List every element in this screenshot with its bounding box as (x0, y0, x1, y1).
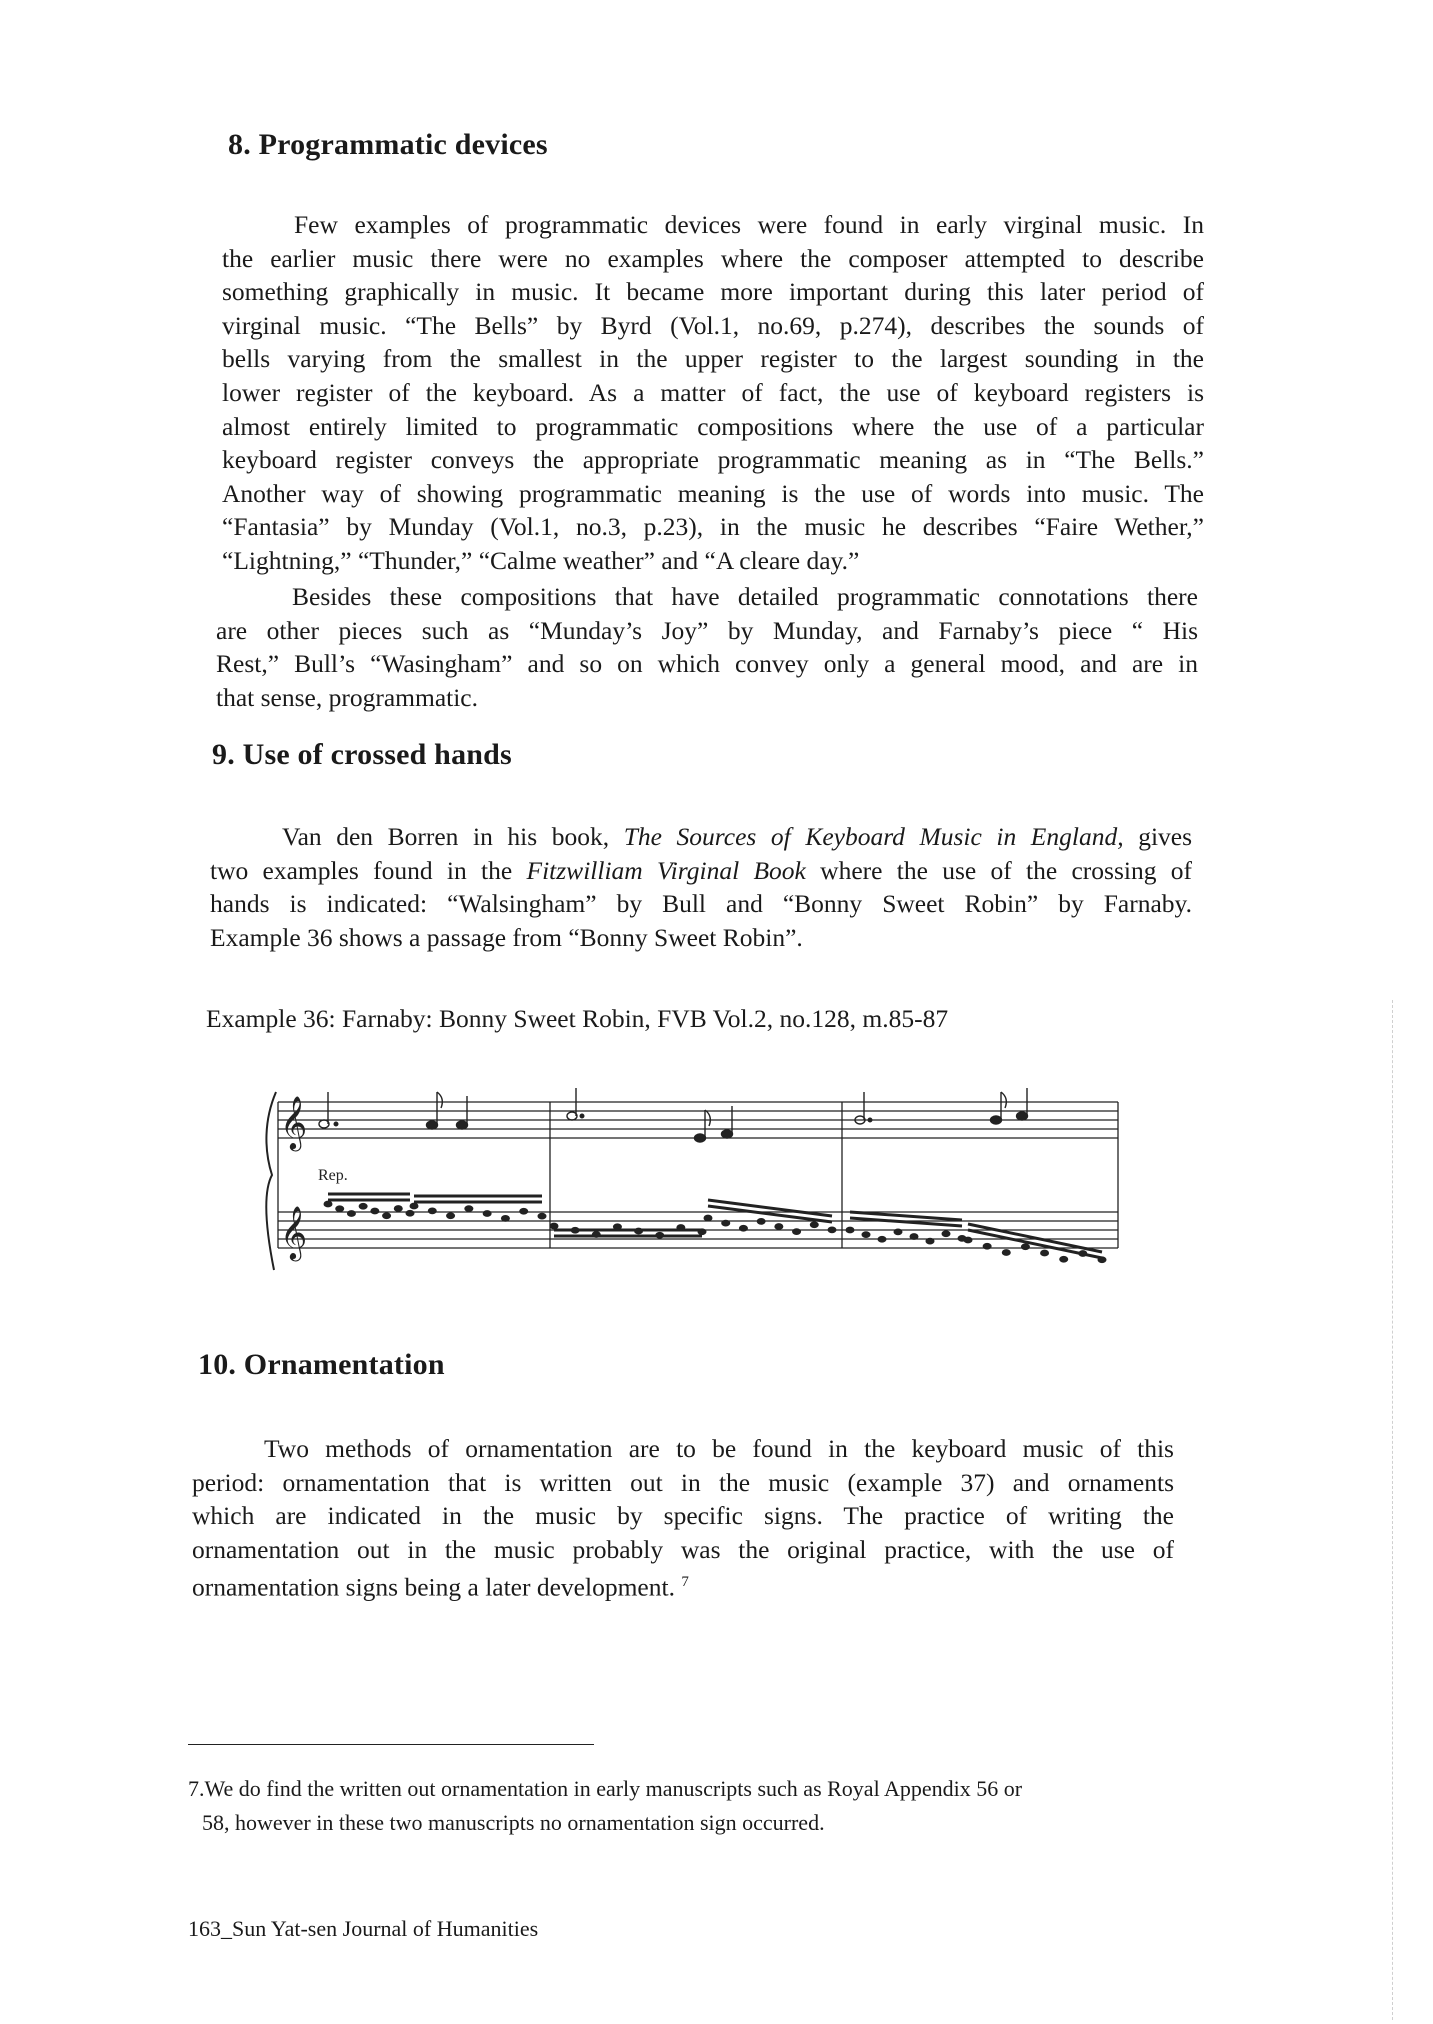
text-segment: two examples found in the (210, 855, 513, 885)
text-line: Example 36 shows a passage from “Bonny Sweet Robin”. (210, 922, 803, 952)
note-head (464, 1205, 473, 1212)
text-line: ornamentation out in the music probably was the original practice, with the use of (192, 1534, 1174, 1564)
example-caption: Example 36: Farnaby: Bonny Sweet Robin, FVB Vol.2, no.128, m.85-87 (206, 1004, 949, 1033)
text-segment: gives (1138, 822, 1193, 851)
text-segment: where the use of the crossing of (820, 855, 1192, 885)
note-head (370, 1208, 379, 1215)
text-line: the earlier music there were no examples where the composer attempted to describe (222, 243, 1204, 273)
note-head (571, 1227, 580, 1234)
text-line: period: ornamentation that is written out in the music (example 37) and ornaments (192, 1467, 1174, 1497)
music-score-example-36 (262, 1080, 1132, 1290)
note-head (964, 1237, 973, 1244)
note-head (774, 1223, 783, 1230)
note-head (1040, 1250, 1049, 1257)
footnote-line: 58, however in these two manuscripts no ornamentation sign occurred. (202, 1810, 825, 1835)
note-head (335, 1205, 344, 1212)
note-head (1059, 1256, 1068, 1263)
note-head (698, 1228, 707, 1235)
note-head (721, 1220, 730, 1227)
note-head (739, 1225, 748, 1232)
note-head (655, 1232, 664, 1239)
note-head (1098, 1256, 1107, 1263)
page-footer: 163_Sun Yat-sen Journal of Humanities (188, 1916, 539, 1941)
note-head (519, 1208, 528, 1215)
note-head (894, 1228, 903, 1235)
note-head (359, 1203, 368, 1210)
note-head (704, 1215, 713, 1222)
paragraph-programmatic-2 (216, 580, 1198, 714)
note-head (324, 1201, 333, 1208)
note-head (613, 1223, 622, 1230)
text-line: are other pieces such as “Munday’s Joy” by Munday, and Farnaby’s piece “ His (216, 615, 1198, 645)
text-line: Another way of showing programmatic meaning is the use of words into music. The (222, 478, 1204, 508)
note-head (592, 1231, 601, 1238)
note-head (910, 1233, 919, 1240)
note-head (1078, 1250, 1087, 1257)
paragraph-ornamentation (192, 1432, 1174, 1604)
svg-text:𝄞: 𝄞 (280, 1205, 308, 1259)
note-head (676, 1224, 685, 1231)
svg-text:𝄞: 𝄞 (280, 1095, 308, 1149)
text-line: “Fantasia” by Munday (Vol.1, no.3, p.23), in the music he describes “Faire Wether,” (222, 512, 1204, 542)
score-label-rep: Rep. (318, 1167, 348, 1184)
footnote-reference[interactable]: 7 (681, 1574, 689, 1591)
note-head (862, 1231, 871, 1238)
note-head (406, 1210, 415, 1217)
note-head (983, 1243, 992, 1250)
text-line: lower register of the keyboard. As a matter of fact, the use of keyboard registers is (222, 377, 1204, 407)
text-line: bells varying from the smallest in the upper register to the largest sounding in the (222, 344, 1204, 374)
text-line: keyboard register conveys the appropriate programmatic meaning as in “The Bells.” (222, 445, 1204, 475)
note-head (828, 1226, 837, 1233)
note-head (792, 1228, 801, 1235)
text-line: Few examples of programmatic devices were found in early virginal music. In (294, 210, 1204, 239)
text-line: Besides these compositions that have detailed programmatic connotations there (292, 582, 1198, 611)
text-line: that sense, programmatic. (216, 682, 478, 712)
book-title: Fitzwilliam Virginal Book (526, 855, 806, 885)
text-line: hands is indicated: “Walsingham” by Bull and “Bonny Sweet Robin” by Farnaby. (210, 889, 1192, 919)
note-head (1002, 1249, 1011, 1256)
scan-edge (1392, 1000, 1393, 2020)
paragraph-crossed-hands (210, 820, 1192, 954)
text-line: which are indicated in the music by specific signs. The practice of writing the (192, 1501, 1174, 1531)
note-head (483, 1210, 492, 1217)
note-head (942, 1230, 951, 1237)
section-heading-programmatic-devices: 8. Programmatic devices (228, 128, 548, 161)
text-line: almost entirely limited to programmatic compositions where the use of a particular (222, 411, 1204, 441)
note-head (538, 1213, 547, 1220)
note-head (810, 1221, 819, 1228)
paragraph-programmatic-1 (222, 208, 1204, 578)
section-heading-crossed-hands: 9. Use of crossed hands (212, 738, 512, 771)
text-line: something graphically in music. It became more important during this later period of (222, 277, 1204, 307)
text-line: virginal music. “The Bells” by Byrd (Vol.1, no.69, p.274), describes the sounds of (222, 310, 1204, 340)
note-head (550, 1223, 559, 1230)
text-line: Rest,” Bull’s “Wasingham” and so on which convey only a general mood, and are in (216, 649, 1198, 679)
text-line (210, 854, 1192, 888)
text-line: Two methods of ornamentation are to be found in the keyboard music of this (264, 1434, 1174, 1463)
note-head (926, 1238, 935, 1245)
note-head (446, 1212, 455, 1219)
note-head (410, 1203, 419, 1210)
footnote-7 (188, 1772, 1188, 1840)
footnote-line: 7.We do find the written out ornamentation in early manuscripts such as Royal Appendix 56 or (188, 1776, 1023, 1801)
text-segment: ornamentation signs being a later development. (192, 1572, 675, 1602)
note-head (428, 1207, 437, 1214)
note-head (757, 1218, 766, 1225)
text-segment: Van den Borren in his book, (282, 822, 610, 851)
footnote-separator (188, 1744, 594, 1745)
note-head (382, 1212, 391, 1219)
text-line (210, 820, 1192, 854)
note-head (878, 1236, 887, 1243)
text-line (192, 1566, 1174, 1604)
book-title: The Sources of Keyboard Music in England, (623, 822, 1124, 851)
note-head (634, 1228, 643, 1235)
note-head (501, 1215, 510, 1222)
note-head (846, 1227, 855, 1234)
section-heading-ornamentation: 10. Ornamentation (198, 1348, 445, 1381)
note-head (1021, 1243, 1030, 1250)
text-line: “Lightning,” “Thunder,” “Calme weather” and “A cleare day.” (222, 545, 860, 575)
note-head (347, 1210, 356, 1217)
note-head (394, 1205, 403, 1212)
